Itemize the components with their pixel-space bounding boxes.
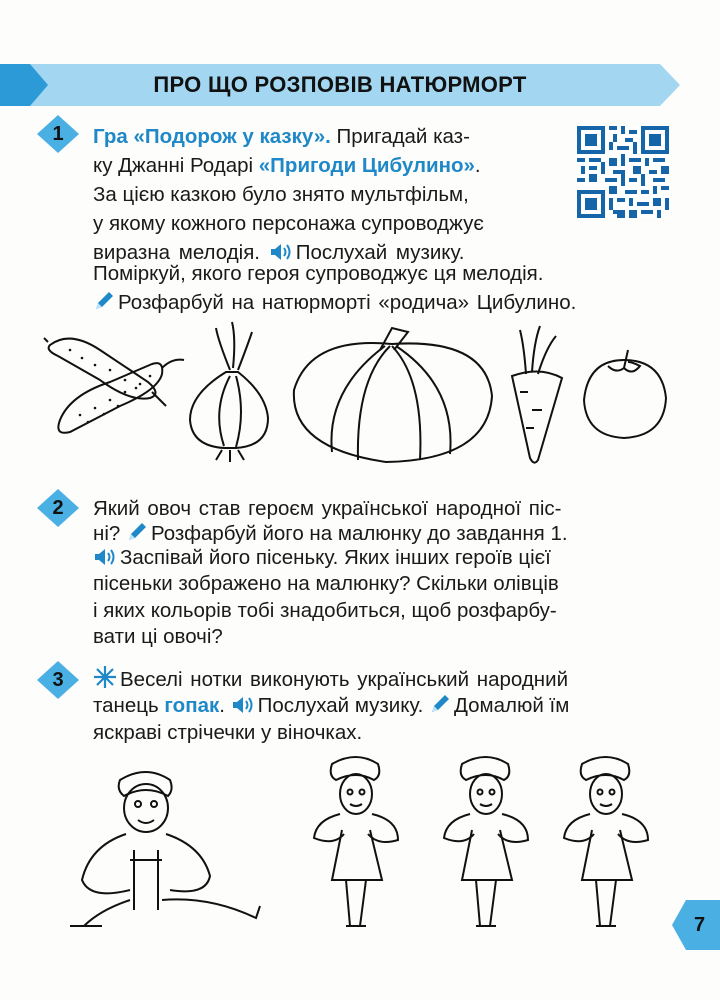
task-3-number: 3 [52, 669, 64, 691]
page-number: 7 [694, 914, 706, 936]
boy-dancer-image [70, 772, 260, 926]
task-1-text: Пригадай каз- [330, 125, 470, 148]
task-2-text: Розфарбуй його на малюнку до завдання 1. [150, 522, 568, 545]
task-1-line-4: у якому кожного персонажа супроводжує [93, 212, 484, 235]
task-1-number: 1 [52, 123, 64, 145]
task-1-text: . [474, 154, 481, 177]
speaker-icon[interactable] [231, 695, 255, 715]
task-1-text: виразна мелодія. [93, 241, 260, 264]
fairy-tale-title: «Пригоди Цибулино» [258, 154, 475, 177]
task-3-text: Веселі нотки виконують український народний [120, 668, 569, 691]
tomato-image [584, 350, 666, 438]
task-3-text: . [219, 694, 225, 717]
task-1-line-6: Поміркуй, якого героя супроводжує ця мелодія. [93, 262, 544, 285]
title-banner [0, 64, 680, 106]
pencil-icon [429, 693, 451, 715]
pumpkin-image [294, 328, 492, 462]
task-1-line-2 [93, 151, 481, 180]
task-3-text: Домалюй їм [454, 694, 570, 717]
game-title: Гра «Подорож у казку». [93, 125, 331, 148]
task-3-badge [36, 660, 80, 700]
task-2-line-6: вати ці овочі? [93, 625, 223, 648]
task-2-text: ні? [93, 522, 121, 545]
task-2-badge [36, 488, 80, 528]
page-number-tab [672, 900, 720, 950]
pencil-icon [93, 290, 115, 312]
qr-code-icon[interactable] [577, 126, 669, 218]
task-1-text: ку Джанні Родарі [93, 154, 259, 177]
onion-image [190, 322, 268, 462]
task-1-badge [36, 114, 80, 154]
task-1-line-3: За цією казкою було знято мультфільм, [93, 183, 469, 206]
task-2-line-3 [93, 543, 551, 572]
task-2-text: Заспівай його пісеньку. Яких інших героїв цієї [120, 546, 551, 569]
page-title: ПРО ЩО РОЗПОВІВ НАТЮРМОРТ [153, 72, 527, 97]
pencil-icon [126, 521, 148, 543]
listen-text: Послухай музику. [295, 241, 465, 264]
task-2-line-4: пісеньки зображено на малюнку? Скільки олівців [93, 572, 559, 595]
task-3-line-3: яскраві стрічечки у віночках. [93, 721, 363, 744]
task-3-line-2 [93, 691, 569, 720]
task-2-line-5: і яких кольорів тобі знадобиться, щоб розфарбу- [93, 599, 557, 622]
speaker-icon[interactable] [93, 547, 117, 567]
task-3-text: танець [93, 694, 165, 717]
girl-dancer-image [564, 757, 648, 926]
still-life-vegetables [40, 320, 680, 470]
task-1-line-7 [93, 288, 576, 317]
task-1-line-1 [93, 122, 470, 151]
task-1-text: Розфарбуй на натюрморті «родича» Цибулино. [118, 291, 577, 314]
girl-dancer-image [314, 757, 398, 926]
cucumber-image [44, 338, 184, 433]
girl-dancer-image [444, 757, 528, 926]
snowflake-star-icon [93, 665, 117, 689]
listen-text: Послухай музику. [257, 694, 424, 717]
task-3-line-1 [93, 665, 568, 694]
task-2-number: 2 [52, 497, 64, 519]
carrot-image [512, 326, 562, 463]
task-2-line-1: Який овоч став героєм української народної піс- [93, 497, 562, 520]
dancers-illustration [70, 750, 670, 940]
dance-name: гопак [164, 694, 220, 717]
